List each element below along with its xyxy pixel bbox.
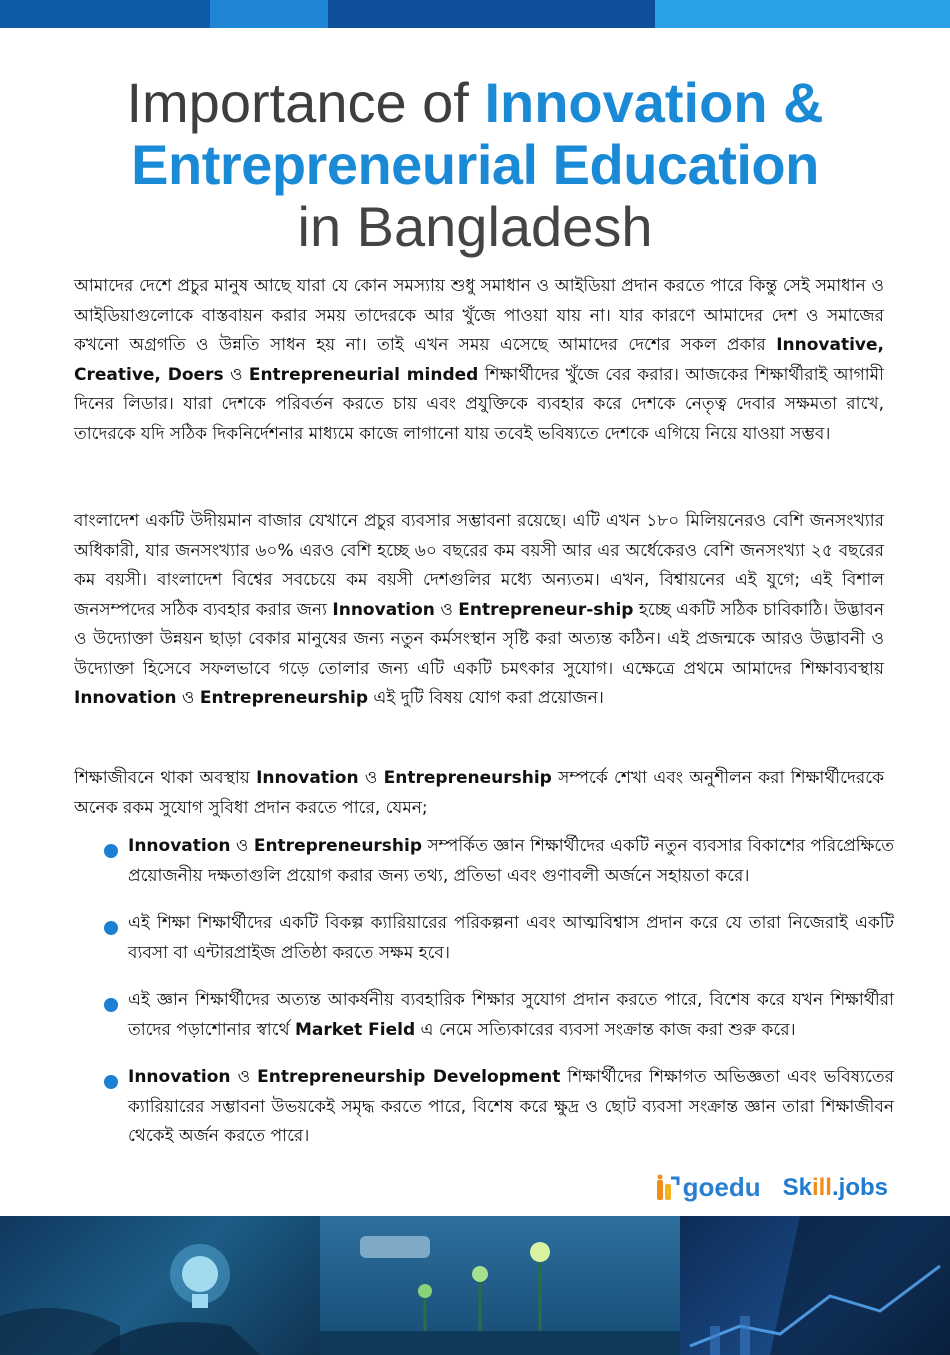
text-segment: এ নেমে সত্যিকারের ব্যবসা সংক্রান্ত কাজ করা শুরু করে।: [415, 1019, 796, 1040]
bullet-dot-icon: [104, 844, 118, 858]
skilljobs-logo-part: .jobs: [831, 1173, 888, 1201]
bold-term: Entrepreneurship: [383, 768, 552, 788]
title-line-2: Entrepreneurial Education: [131, 133, 819, 196]
text-segment: হচ্ছে একটি সঠিক চাবিকাঠি। উদ্ভাবন ও উদ্যোক্তা উন্নয়ন ছাড়া বেকার মানুষের জন্য নতুন কর্মসংস্থান সৃষ্টি করা অত্যন্ত কঠিন। এই প্রজন্মকে আরও উদ্ভাবনী ও উদ্যোক্তা হিসেবে সফলভাবে গড়ে তোলার জন্য এটি একটি চমৎকার সুযোগ। এক্ষেত্রে প্রথমে আমাদের শিক্ষাব্যবস্থায়: [74, 599, 884, 679]
text-segment: এই শিক্ষা শিক্ষার্থীদের একটি বিকল্প ক্যারিয়ারের পরিকল্পনা এবং আত্মবিশ্বাস প্রদান করে যে তারা নিজেরাই একটি ব্যবসা বা এন্টারপ্রাইজ প্রতিষ্ঠা করতে সক্ষম হবে।: [128, 913, 894, 963]
top-bar-segment: [328, 0, 655, 28]
title-line-3: in Bangladesh: [297, 195, 653, 258]
skilljobs-logo-part: ill: [811, 1173, 832, 1201]
paragraph-bangladesh-market: [74, 507, 884, 714]
top-bar-segment: [655, 0, 950, 28]
list-item-text: [128, 990, 894, 1040]
goedu-logo-text: goedu: [682, 1172, 761, 1202]
bold-term: Innovative, Creative, Doers: [74, 335, 884, 385]
skilljobs-logo-part: Sk: [782, 1173, 812, 1201]
title-line-1: [0, 72, 950, 134]
text-segment: আমাদের দেশে প্রচুর মানুষ আছে যারা যে কোন সমস্যায় শুধু সমাধান ও আইডিয়া প্রদান করতে পারে কিন্তু সেই সমাধান ও আইডিয়াগুলোকে বাস্তবায়ন করার সময় তাদেরকে আর খুঁজে পাওয়া যায় না। যার কারণে আমাদের দেশ ও সমাজের কখনো অগ্রগতি ও উন্নতি সাধন হয় না। তাই এখন সময় এসেছে আমাদের দেশের সকল প্রকার: [74, 276, 884, 355]
list-item: [104, 986, 894, 1045]
title-part-plain: Importance of: [126, 71, 485, 134]
goedu-mark-icon: [656, 1174, 680, 1202]
bullet-dot-icon: [104, 921, 118, 935]
list-item: [104, 909, 894, 968]
text-segment: ও: [223, 364, 249, 385]
bullet-dot-icon: [104, 1075, 118, 1089]
text-segment: শিক্ষার্থীদের খুঁজে বের করার। আজকের শিক্ষার্থীরাই আগামী দিনের লিডার। যারা দেশকে পরিবর্তন করতে চায় এবং প্রযুক্তিকে ব্যবহার করে দেশকে নেতৃত্ব দেবার সক্ষমতা রাখে, তাদেরকে যদি সঠিক দিকনির্দেশনার মাধ্যমে কাজে লাগানো যায় তবেই ভবিষ্যতে দেশকে এগিয়ে নিয়ে যাওয়া সম্ভব।: [74, 364, 884, 444]
bold-term: Entrepreneurial minded: [248, 364, 479, 385]
text-segment: এই জ্ঞান শিক্ষার্থীদের অত্যন্ত আকর্ষনীয় ব্যবহারিক শিক্ষার সুযোগ প্রদান করতে পারে, বিশেষ করে যখন শিক্ষার্থীরা তাদের পড়াশোনার স্বার্থে: [128, 990, 894, 1040]
lightbulb-hand-image: [0, 1216, 320, 1355]
plant-growth-image: [320, 1216, 680, 1355]
paragraph-benefits-lead: [74, 764, 884, 823]
bullet-dot-icon: [104, 998, 118, 1012]
footer-image-strip: [0, 1216, 950, 1355]
list-item: [104, 832, 894, 891]
sponsor-logos: [656, 1172, 888, 1203]
text-segment: শিক্ষাজীবনে থাকা অবস্থায়: [74, 768, 257, 788]
bold-term: Innovation: [128, 1067, 231, 1087]
bold-term: Entrepreneurship Development: [257, 1067, 561, 1087]
paragraph-intro: [74, 272, 884, 449]
business-growth-image: [680, 1216, 950, 1355]
benefits-list: [104, 832, 894, 1170]
text-segment: শিক্ষার্থীদের শিক্ষাগত অভিজ্ঞতা এবং ভবিষ্যতের ক্যারিয়ারের সম্ভাবনা উভয়কেই সমৃদ্ধ করতে পারে, বিশেষ করে ক্ষুদ্র ও ছোট ব্যবসা সংক্রান্ত জ্ঞান তারা শিক্ষাজীবন থেকেই অর্জন করতে পারে।: [128, 1067, 894, 1146]
text-segment: সম্পর্কে শেখা এবং অনুশীলন করা শিক্ষার্থীদেরকে অনেক রকম সুযোগ সুবিধা প্রদান করতে পারে, যেমন;: [74, 768, 884, 818]
bold-term: Market Field: [294, 1019, 416, 1040]
skilljobs-logo: [783, 1174, 888, 1202]
bold-term: Innovation: [332, 599, 435, 620]
list-item-text: [128, 913, 894, 963]
top-bar-segment: [0, 0, 210, 28]
goedu-logo: [656, 1172, 761, 1203]
list-item-text: [128, 1067, 894, 1146]
bold-term: Entrepreneurship: [253, 836, 423, 856]
text-segment: ও: [176, 688, 200, 708]
text-segment: সম্পর্কিত জ্ঞান শিক্ষার্থীদের একটি নতুন ব্যবসার বিকাশের পরিপ্রেক্ষিতে প্রয়োজনীয় দক্ষতাগুলি প্রয়োগ করার জন্য তথ্য, প্রতিভা এবং গুণাবলী অর্জনে সহায়তা করে।: [128, 836, 894, 886]
text-segment: ও: [230, 836, 254, 856]
text-segment: ও: [230, 1067, 258, 1087]
top-bar-segment: [210, 0, 328, 28]
list-item-text: [128, 836, 894, 886]
bold-term: Innovation: [256, 768, 359, 788]
title-part-highlight: Innovation &: [484, 71, 824, 134]
bold-term: Entrepreneurship: [199, 688, 369, 708]
text-segment: বাংলাদেশ একটি উদীয়মান বাজার যেখানে প্রচুর ব্যবসার সম্ভাবনা রয়েছে। এটি এখন ১৮০ মিলিয়নেরও বেশি জনসংখ্যার অধিকারী, যার জনসংখ্যার ৬০% এরও বেশি হচ্ছে ৬০ বছরের কম বয়সী আর এর অর্ধেকেরও বেশি জনসংখ্যা ২৫ বছরের কম বয়সী। বাংলাদেশ বিশ্বের সবচেয়ে কম বয়সী দেশগুলির মধ্যে অন্যতম। এখন, বিশ্বায়নের এই যুগে; এই বিশাল জনসম্পদের সঠিক ব্যবহার করার জন্য: [74, 511, 884, 620]
top-color-bar: [0, 0, 950, 28]
text-segment: ও: [358, 768, 384, 788]
bold-term: Innovation: [74, 688, 177, 708]
page-title: [0, 72, 950, 258]
text-segment: ও: [434, 599, 459, 620]
list-item: [104, 1063, 894, 1152]
bold-term: Entrepreneur-ship: [458, 599, 634, 620]
text-segment: এই দুটি বিষয় যোগ করা প্রয়োজন।: [368, 688, 604, 708]
bold-term: Innovation: [128, 836, 231, 856]
